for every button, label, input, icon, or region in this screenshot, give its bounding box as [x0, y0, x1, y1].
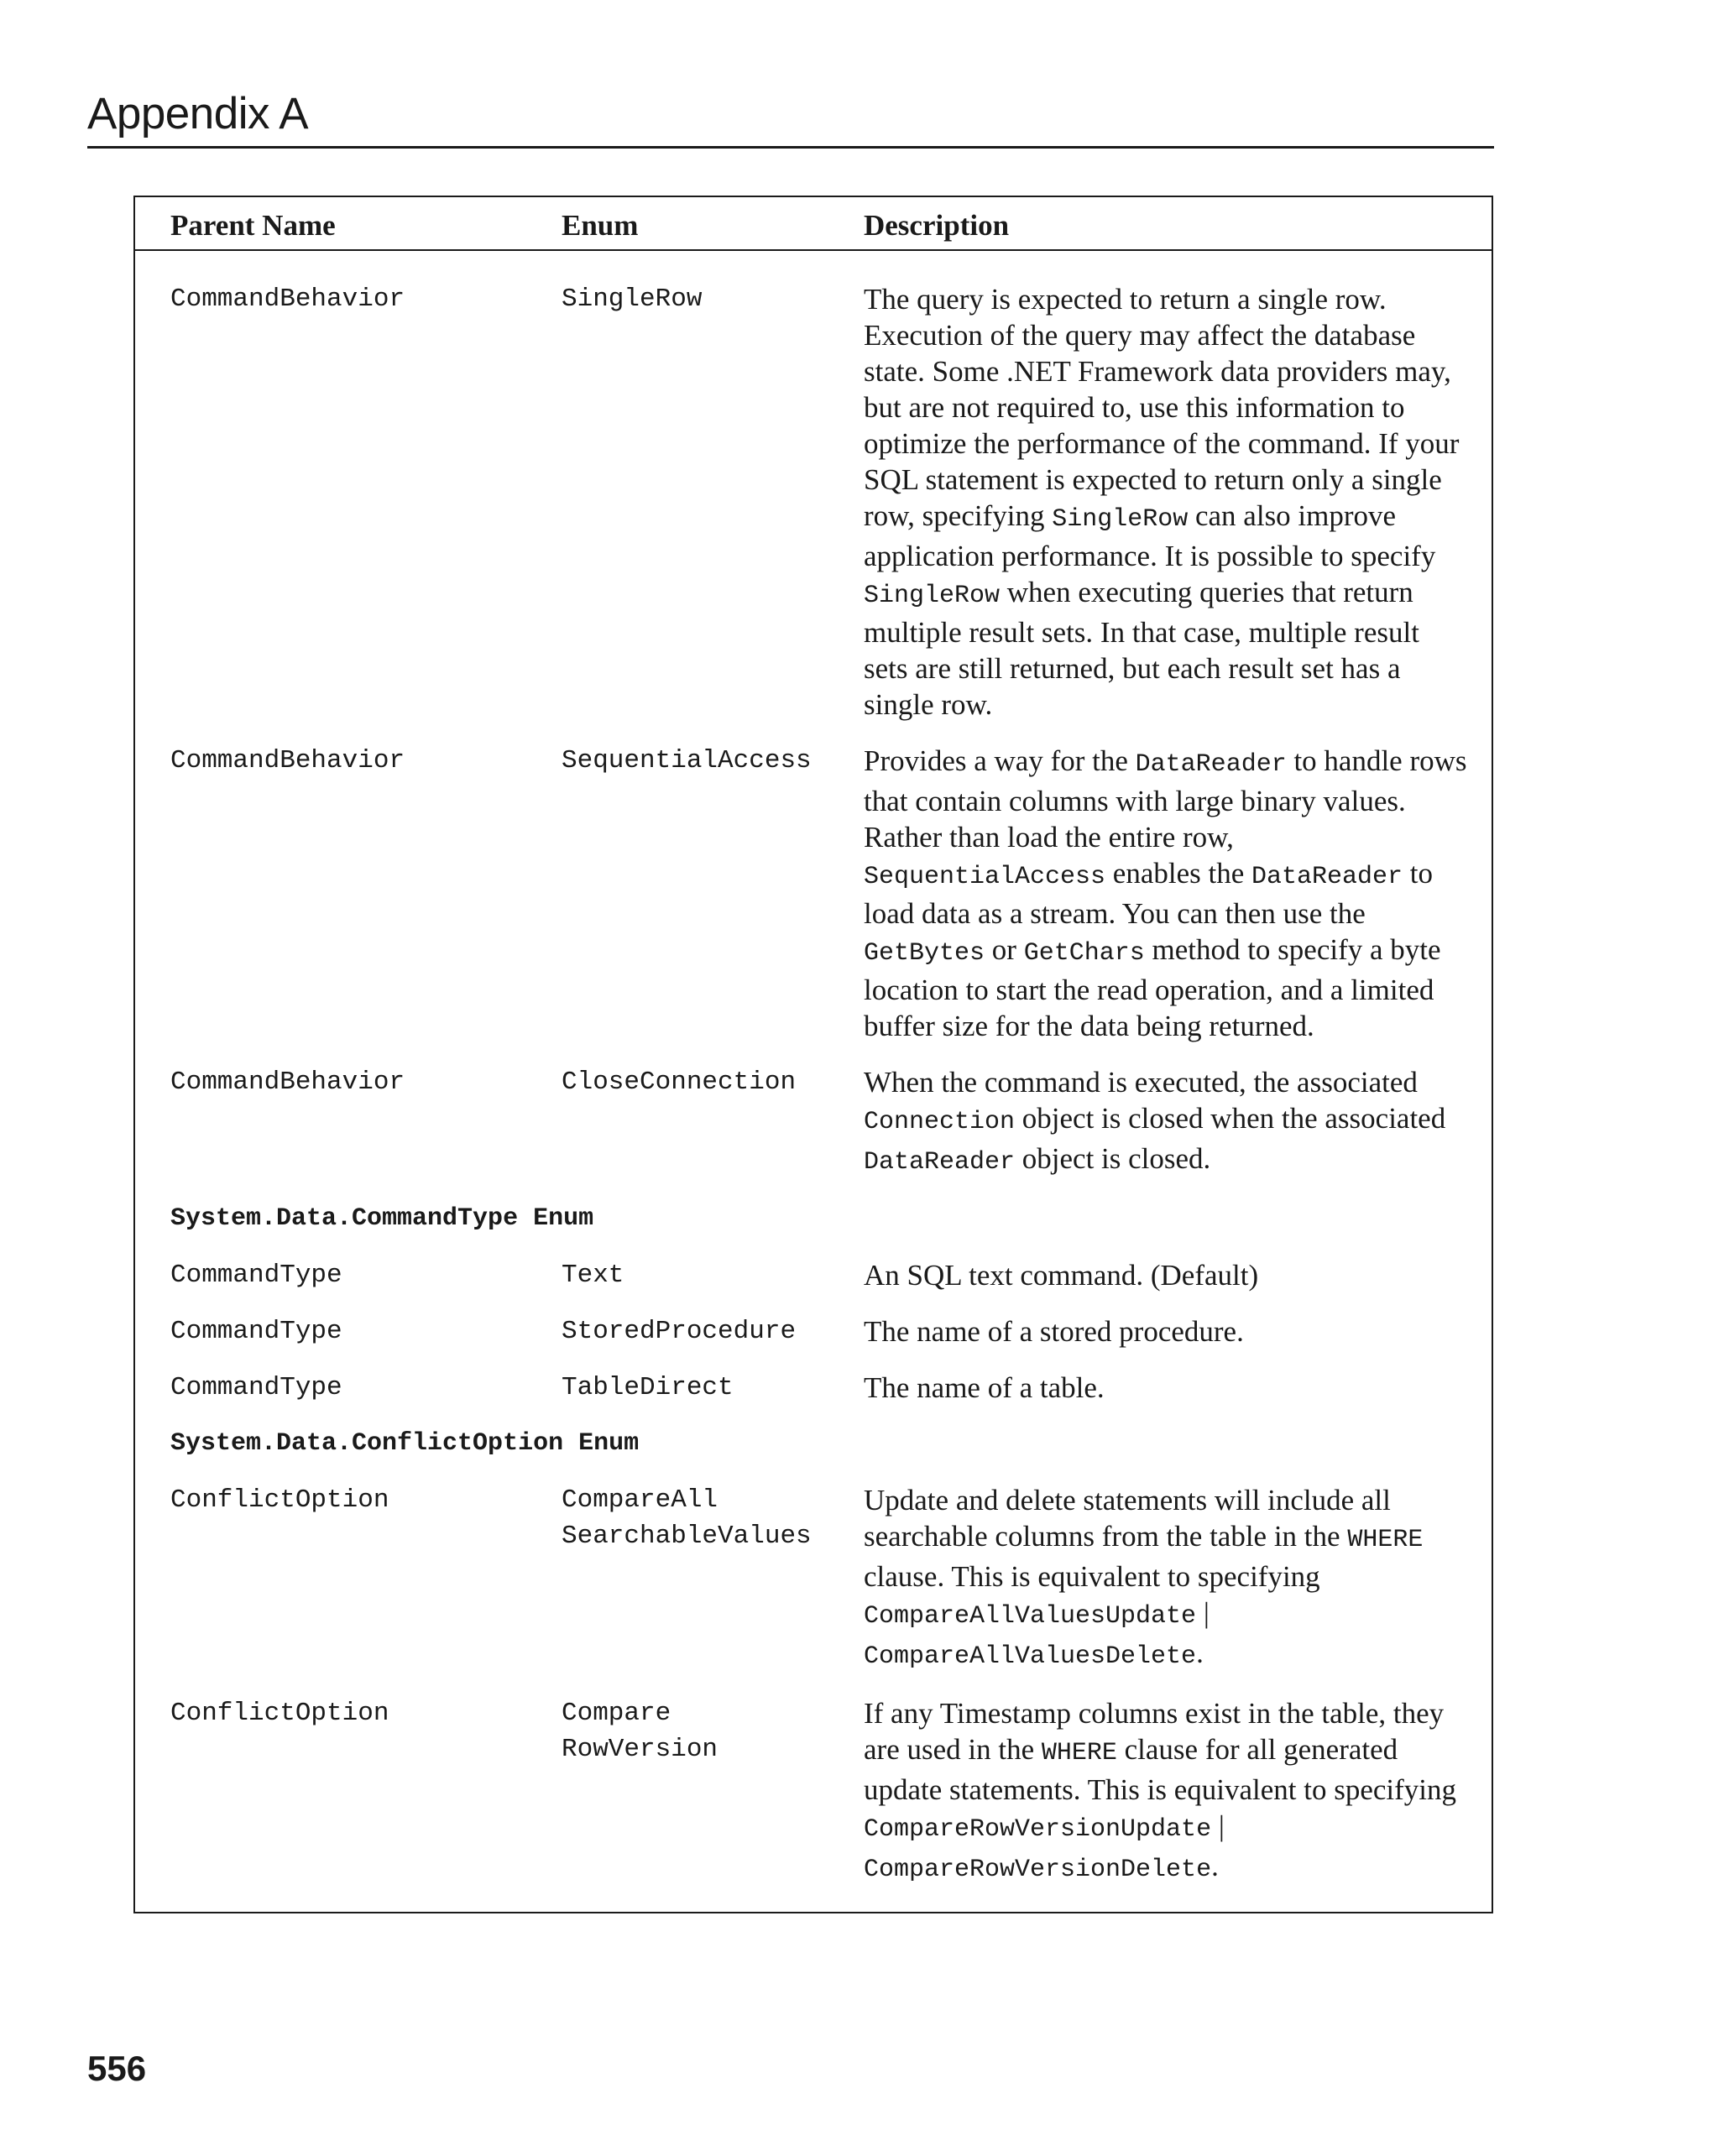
description-cell: [864, 1257, 1468, 1293]
enum-cell: CloseConnection: [562, 1068, 797, 1097]
description-cell: [864, 1482, 1468, 1675]
parent-name-cell: ConflictOption: [170, 1699, 389, 1728]
table-row: [135, 1695, 1492, 1888]
description-cell: [864, 1313, 1468, 1349]
enum-cell: TableDirect: [562, 1373, 734, 1402]
description-text: clause. This is equivalent to specifying: [864, 1560, 1320, 1593]
code-term: WHERE: [1041, 1739, 1117, 1767]
column-header-parent-name: Parent Name: [170, 209, 336, 242]
description-text: When the command is executed, the associated: [864, 1066, 1418, 1099]
code-term: CompareAllValuesDelete: [864, 1642, 1197, 1671]
description-text: Provides a way for the: [864, 744, 1136, 777]
table-row: [135, 1370, 1492, 1406]
code-term: SingleRow: [1052, 505, 1189, 534]
page-title: Appendix A: [87, 89, 309, 138]
parent-name-cell: CommandBehavior: [170, 1068, 405, 1097]
enum-cell: SingleRow: [562, 285, 703, 314]
code-term: SingleRow: [864, 582, 1001, 610]
parent-name-cell: CommandBehavior: [170, 746, 405, 775]
column-header-description: Description: [864, 209, 1010, 242]
description-text: .: [1211, 1850, 1219, 1882]
code-term: DataReader: [1135, 750, 1287, 779]
description-text: object is closed.: [1015, 1142, 1211, 1175]
code-term: Connection: [864, 1108, 1016, 1136]
description-text: If any Timestamp columns exist in the table, they are used in the: [864, 1697, 1445, 1766]
section-heading: System.Data.ConflictOption Enum: [170, 1429, 640, 1458]
description-text: to load data as a stream. You can then use the: [864, 857, 1434, 930]
table-header: [135, 197, 1492, 251]
description-text: when executing queries that return multiple result sets. In that case, multiple result sets are still returned, but each result set has a single row.: [864, 576, 1419, 721]
description-text: object is closed when the associated: [1015, 1102, 1446, 1135]
description-text: .: [1196, 1637, 1204, 1669]
code-term: CompareRowVersionDelete: [864, 1856, 1212, 1884]
description-cell: [864, 281, 1468, 723]
code-term: DataReader: [864, 1148, 1016, 1177]
table-row: [135, 1064, 1492, 1181]
description-text: or: [985, 933, 1024, 966]
code-term: SequentialAccess: [864, 863, 1106, 891]
description-text: The query is expected to return a single row. Execution of the query may affect the database state. Some .NET Framework data providers may, but are not required to, use this information to optimize the performance of the command. If your SQL statement is expected to return only a single row, specifying: [864, 283, 1460, 532]
code-term: CompareRowVersionUpdate: [864, 1815, 1212, 1844]
parent-name-cell: CommandType: [170, 1373, 342, 1402]
column-header-enum: Enum: [562, 209, 639, 242]
table-row: [135, 1482, 1492, 1675]
description-text: can also improve application performance. It is possible to specify: [864, 499, 1436, 572]
table-body: [135, 251, 1492, 1912]
description-text: enables the: [1105, 857, 1252, 890]
description-text: to handle rows that contain columns with large binary values. Rather than load the entire row,: [864, 744, 1467, 854]
enum-table: [133, 196, 1493, 1913]
table-row: [135, 1313, 1492, 1349]
enum-cell: SequentialAccess: [562, 746, 812, 775]
parent-name-cell: ConflictOption: [170, 1485, 389, 1515]
code-term: GetBytes: [864, 939, 985, 968]
description-cell: [864, 1064, 1468, 1181]
description-text: method to specify a byte location to start the read operation, and a limited buffer size for the data being returned.: [864, 933, 1441, 1042]
description-text: |: [1196, 1596, 1210, 1629]
code-term: GetChars: [1023, 939, 1145, 968]
parent-name-cell: CommandType: [170, 1261, 342, 1290]
description-cell: [864, 1370, 1468, 1406]
description-text: Update and delete statements will include all searchable columns from the table in the: [864, 1484, 1391, 1553]
parent-name-cell: CommandBehavior: [170, 285, 405, 314]
description-text: An SQL text command. (Default): [864, 1259, 1259, 1292]
description-text: clause for all generated update statements. This is equivalent to specifying: [864, 1733, 1457, 1806]
parent-name-cell: CommandType: [170, 1317, 342, 1346]
page-header: [87, 84, 1494, 149]
code-term: CompareAllValuesUpdate: [864, 1602, 1197, 1631]
page-number: 556: [87, 2049, 147, 2088]
table-row: [135, 743, 1492, 1044]
description-text: The name of a table.: [864, 1371, 1105, 1404]
enum-cell: Compare RowVersion: [562, 1699, 718, 1764]
description-text: The name of a stored procedure.: [864, 1315, 1244, 1348]
table-row: [135, 281, 1492, 723]
table-row: [135, 1257, 1492, 1293]
enum-cell: CompareAll SearchableValues: [562, 1485, 812, 1551]
description-cell: [864, 743, 1468, 1044]
description-cell: [864, 1695, 1468, 1888]
enum-cell: Text: [562, 1261, 624, 1290]
enum-cell: StoredProcedure: [562, 1317, 797, 1346]
code-term: WHERE: [1347, 1526, 1424, 1554]
description-text: |: [1211, 1809, 1225, 1842]
code-term: DataReader: [1251, 863, 1403, 891]
section-heading: System.Data.CommandType Enum: [170, 1204, 594, 1233]
